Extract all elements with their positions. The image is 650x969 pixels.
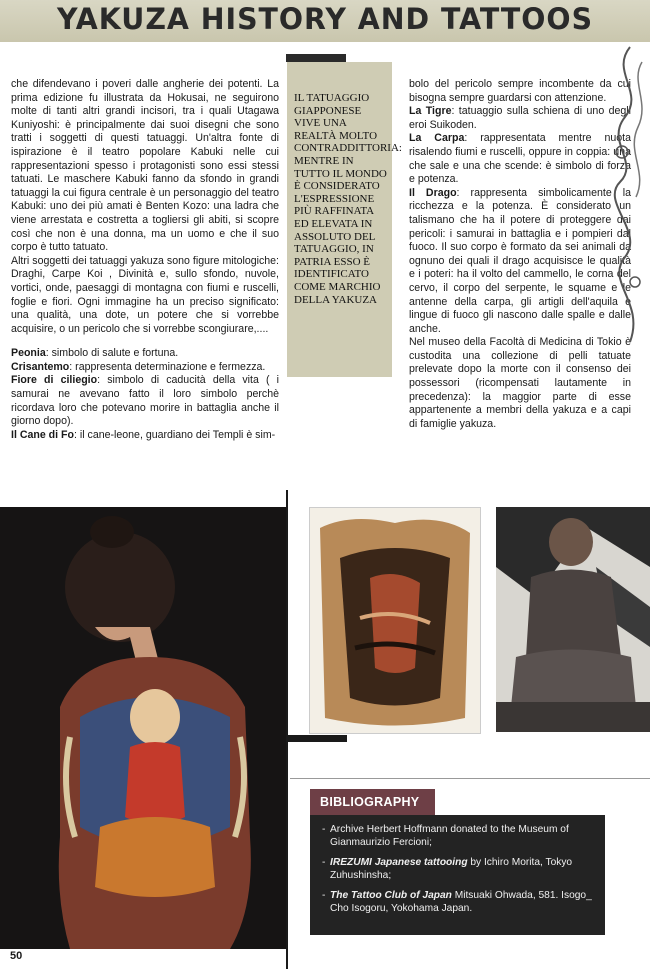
definition-item — [409, 132, 631, 186]
definition-item — [409, 105, 631, 132]
paragraph: Altri soggetti dei tatuaggi yakuza sono figure mitologiche: Draghi, Carpe Koi , Divinità e, sullo sfondo, nuvole, vortici, onde, paesaggi di montagna con fiumi e ruscelli, foglie e fiori. Ogni immagine ha un preciso significato: una qualità, una dote, un potere che si vorrebbe acquisire, o un pericolo che si vorrebbe scongiurare,.... — [11, 254, 279, 335]
bibliography-entry-title: IREZUMI Japanese tattooing — [330, 857, 468, 868]
article-column-left — [11, 78, 279, 442]
bibliography-entry — [322, 856, 599, 882]
definition-term: La Tigre — [409, 105, 452, 118]
tattooed-skin-illustration — [310, 508, 480, 733]
bibliography-entry-text: by Ichiro Morita, Tokyo Zuhushinsha; — [330, 857, 573, 881]
bibliography-entry — [322, 889, 599, 915]
paragraph: bolo del pericolo sempre incombente da cui bisogna sempre guardarsi con attenzione. — [409, 78, 631, 104]
bibliography-list — [310, 815, 605, 915]
bibliography-entry-title: The Tattoo Club of Japan — [330, 890, 452, 901]
photo-tattooed-skin — [309, 507, 481, 734]
paragraph: Nel museo della Facoltà di Medicina di Tokio è custodita una collezione di pelli tatuate prelevate dopo la morte con il consenso dei possessori (ricompensati lautamente in precedenza): la maggior parte di esse appartenente a membri della yakuza e a capi di famiglie yakuza. — [409, 336, 631, 430]
definition-text: : rappresenta determinazione e fermezza. — [69, 360, 266, 373]
pull-quote-box — [287, 62, 402, 377]
definition-term: Crisantemo — [11, 360, 70, 373]
definition-term: Il Cane di Fo — [11, 428, 74, 441]
page-number: 50 — [10, 950, 23, 962]
page-title: YAKUZA HISTORY AND TATTOOS — [56, 2, 594, 36]
definition-item — [11, 361, 279, 375]
definition-term: Fiore di ciliegio — [11, 374, 98, 387]
bibliography-entry — [322, 823, 599, 849]
seated-woman-illustration — [496, 507, 650, 732]
definition-item — [409, 187, 631, 337]
section-rule — [290, 778, 650, 779]
definition-term: Il Drago — [409, 186, 457, 199]
bibliography-entry-text: Mitsuaki Ohwada, 581. Isogo_ Cho Isogoru, Yokohama Japan. — [330, 890, 592, 914]
definition-term: La Carpa — [409, 132, 465, 145]
article-column-right — [409, 78, 631, 431]
definition-text: : rappresentata mentre nuota risalendo fiumi e ruscelli, oppure in coppia: una che sale e una che scende: è simbolo di forza e potenza. — [409, 132, 631, 186]
definition-text: : simbolo di caducità della vita ( i samurai ne avevano fatto il loro simbolo perchè ricordava loro che potevano morire in battaglia anche il giorno dopo). — [11, 374, 279, 428]
pull-quote-text: IL TATUAGGIO GIAPPONESE VIVE UNA REALTÀ MOLTO CONTRADDITTORIA: MENTRE IN TUTTO IL MONDO È CONSIDERATO L'ESPRESSIONE PIÙ RAFFINATA ED ELEVATA IN ASSOLUTO DEL TATUAGGIO, IN PATRIA ESSO È IDENTIFICATO COME MARCHIO DELLA YAKUZA — [294, 92, 402, 306]
quote-accent-bar — [286, 54, 346, 62]
paragraph: che difendevano i poveri dalle angherie dei potenti. La prima edizione fu illustrata da Hokusai, ne seguirono molte di tanti altri grandi incisori, tra i quali Utagawa Kuniyoshi: è principalmente dai suoi disegni che sono tratti i soggetti di questi tatuaggi. Un'altra fonte di ispirazione è il teatro popolare Kabuki nelle cui rappresentazioni spesso i protagonisti sono essi stessi tatuati. Le maschere Kabuki fanno da sfondo in grandi tatuaggi la cui figura centrale è un personaggio del teatro Kabuki: uno dei più amati è Benten Kozo: una ladra che viene arrestata e costretta a togliersi gli abiti, si scopre così che non è una donna, ma un uomo e che il suo corpo è tutto tatuato. — [11, 78, 279, 254]
bibliography-box — [310, 815, 605, 935]
definition-text: : il cane-leone, guardiano dei Templi è sim- — [73, 428, 276, 441]
photo-seated-tattooed-woman — [496, 507, 650, 732]
column-divider — [287, 735, 347, 742]
definition-item — [11, 347, 279, 361]
definition-item — [11, 374, 279, 428]
definition-text: : rappresenta simbolicamente la ricchezza e la potenza. È considerato un talismano che ha il potere di proteggere dai pericoli: i samurai in battaglia e i pompieri dal fuoco. Il suo corpo è formato da sei animali da ognuno dei quali il drago acquisisce le qualità e i poteri: ha il volto del cammello, le corna del cervo, il corpo del serpente, le squame e le antenne della carpa, gli artigli dell'aquila e lingue di fuoco gli nascono dalle spalle e dalle anche. — [409, 186, 632, 335]
definition-text: : tatuaggio sulla schiena di uno degli eroi Suikoden. — [409, 105, 631, 131]
definition-item — [11, 429, 279, 443]
definition-term: Peonia — [11, 347, 46, 360]
page-header — [0, 0, 650, 42]
decorative-swirl-ornament — [600, 42, 650, 352]
bibliography-entry-text: Archive Herbert Hoffmann donated to the Museum of Gianmaurizio Fercioni; — [330, 824, 569, 848]
photo-tattooed-back — [0, 507, 286, 949]
tattooed-back-illustration — [0, 507, 286, 949]
bibliography-heading: BIBLIOGRAPHY — [310, 789, 435, 815]
definition-text: : simbolo di salute e fortuna. — [45, 347, 179, 360]
column-divider — [286, 490, 288, 969]
